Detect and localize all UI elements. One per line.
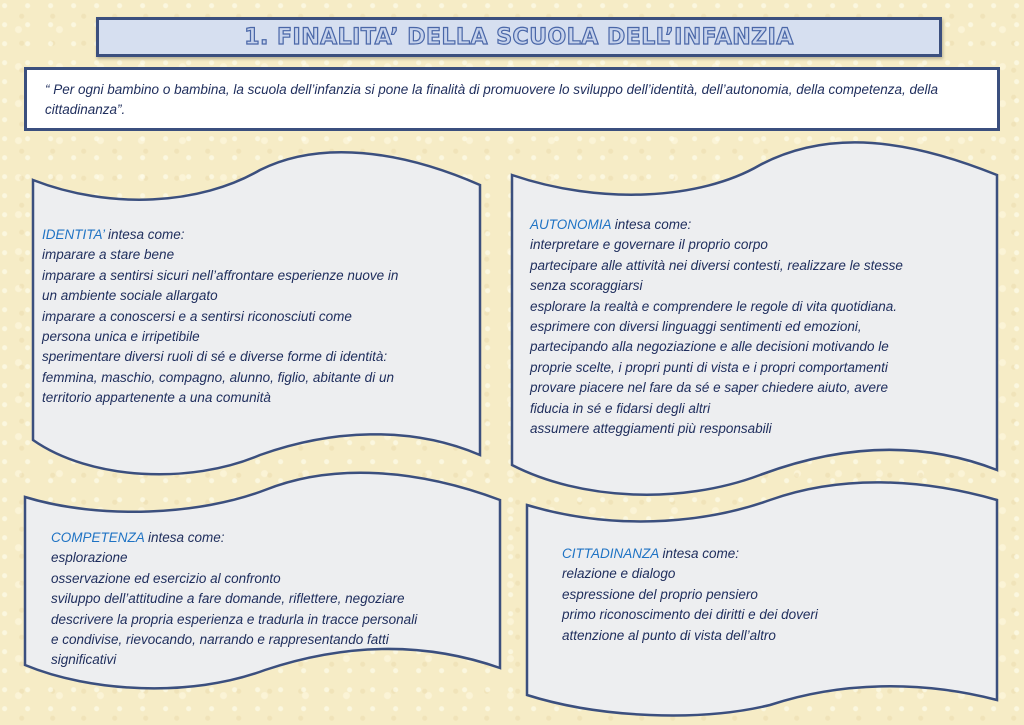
identita-line: imparare a conoscersi e a sentirsi riconosciuti come — [42, 308, 352, 324]
cittadinanza-line: primo riconoscimento dei diritti e dei doveri — [562, 607, 818, 623]
page-title: 1. FINALITA’ DELLA SCUOLA DELL’INFANZIA — [244, 24, 794, 50]
cittadinanza-text — [562, 544, 982, 646]
identita-line: un ambiente sociale allargato — [42, 288, 218, 304]
competenza-line: significativi — [51, 652, 117, 668]
autonomia-line: interpretare e governare il proprio corpo — [530, 237, 768, 253]
competenza-line: esplorazione — [51, 550, 128, 566]
intro-quote: “ Per ogni bambino o bambina, la scuola dell’infanzia si pone la finalità di promuovere lo sviluppo dell’identità, dell’autonomia, della competenza, della cittadinanza”. — [45, 82, 939, 117]
identita-line: territorio appartenente a una comunità — [42, 390, 271, 406]
identita-line: sperimentare diversi ruoli di sé e diverse forme di identità: — [42, 349, 388, 365]
cittadinanza-intro: intesa come: — [658, 546, 740, 561]
autonomia-line: proprie scelte, i propri punti di vista e i propri comportamenti — [530, 359, 888, 375]
autonomia-line: assumere atteggiamenti più responsabili — [530, 421, 772, 437]
autonomia-line: partecipando alla negoziazione e alle decisioni motivando le — [530, 339, 889, 355]
autonomia-line: esplorare la realtà e comprendere le regole di vita quotidiana. — [530, 298, 897, 314]
competenza-intro: intesa come: — [144, 530, 225, 545]
cittadinanza-line: relazione e dialogo — [562, 566, 676, 582]
identita-line: femmina, maschio, compagno, alunno, figlio, abitante di un — [42, 369, 394, 385]
cittadinanza-keyword: CITTADINANZA — [562, 546, 659, 561]
autonomia-intro: intesa come: — [611, 217, 692, 232]
identita-line: imparare a sentirsi sicuri nell’affrontare esperienze nuove in — [42, 267, 399, 283]
autonomia-line: fiducia in sé e fidarsi degli altri — [530, 400, 711, 416]
cittadinanza-line: espressione del proprio pensiero — [562, 586, 758, 602]
autonomia-line: provare piacere nel fare da sé e saper chiedere aiuto, avere — [530, 380, 888, 396]
autonomia-line: senza scoraggiarsi — [530, 278, 643, 294]
identita-line: persona unica e irripetibile — [42, 329, 200, 345]
competenza-keyword: COMPETENZA — [51, 530, 145, 545]
autonomia-line: esprimere con diversi linguaggi sentimenti ed emozioni, — [530, 319, 862, 335]
competenza-line: descrivere la propria esperienza e tradurla in tracce personali — [51, 611, 418, 627]
identita-line: imparare a stare bene — [42, 247, 175, 263]
competenza-line: e condivise, rievocando, narrando e rappresentando fatti — [51, 632, 389, 648]
identita-intro: intesa come: — [104, 227, 185, 242]
autonomia-line: partecipare alle attività nei diversi contesti, realizzare le stesse — [530, 257, 903, 273]
identita-keyword: IDENTITA’ — [42, 227, 105, 242]
competenza-line: osservazione ed esercizio al confronto — [51, 570, 281, 586]
autonomia-keyword: AUTONOMIA — [530, 217, 612, 232]
competenza-line: sviluppo dell’attitudine a fare domande, riflettere, negoziare — [51, 591, 405, 607]
cittadinanza-line: attenzione al punto di vista dell’altro — [562, 627, 776, 643]
